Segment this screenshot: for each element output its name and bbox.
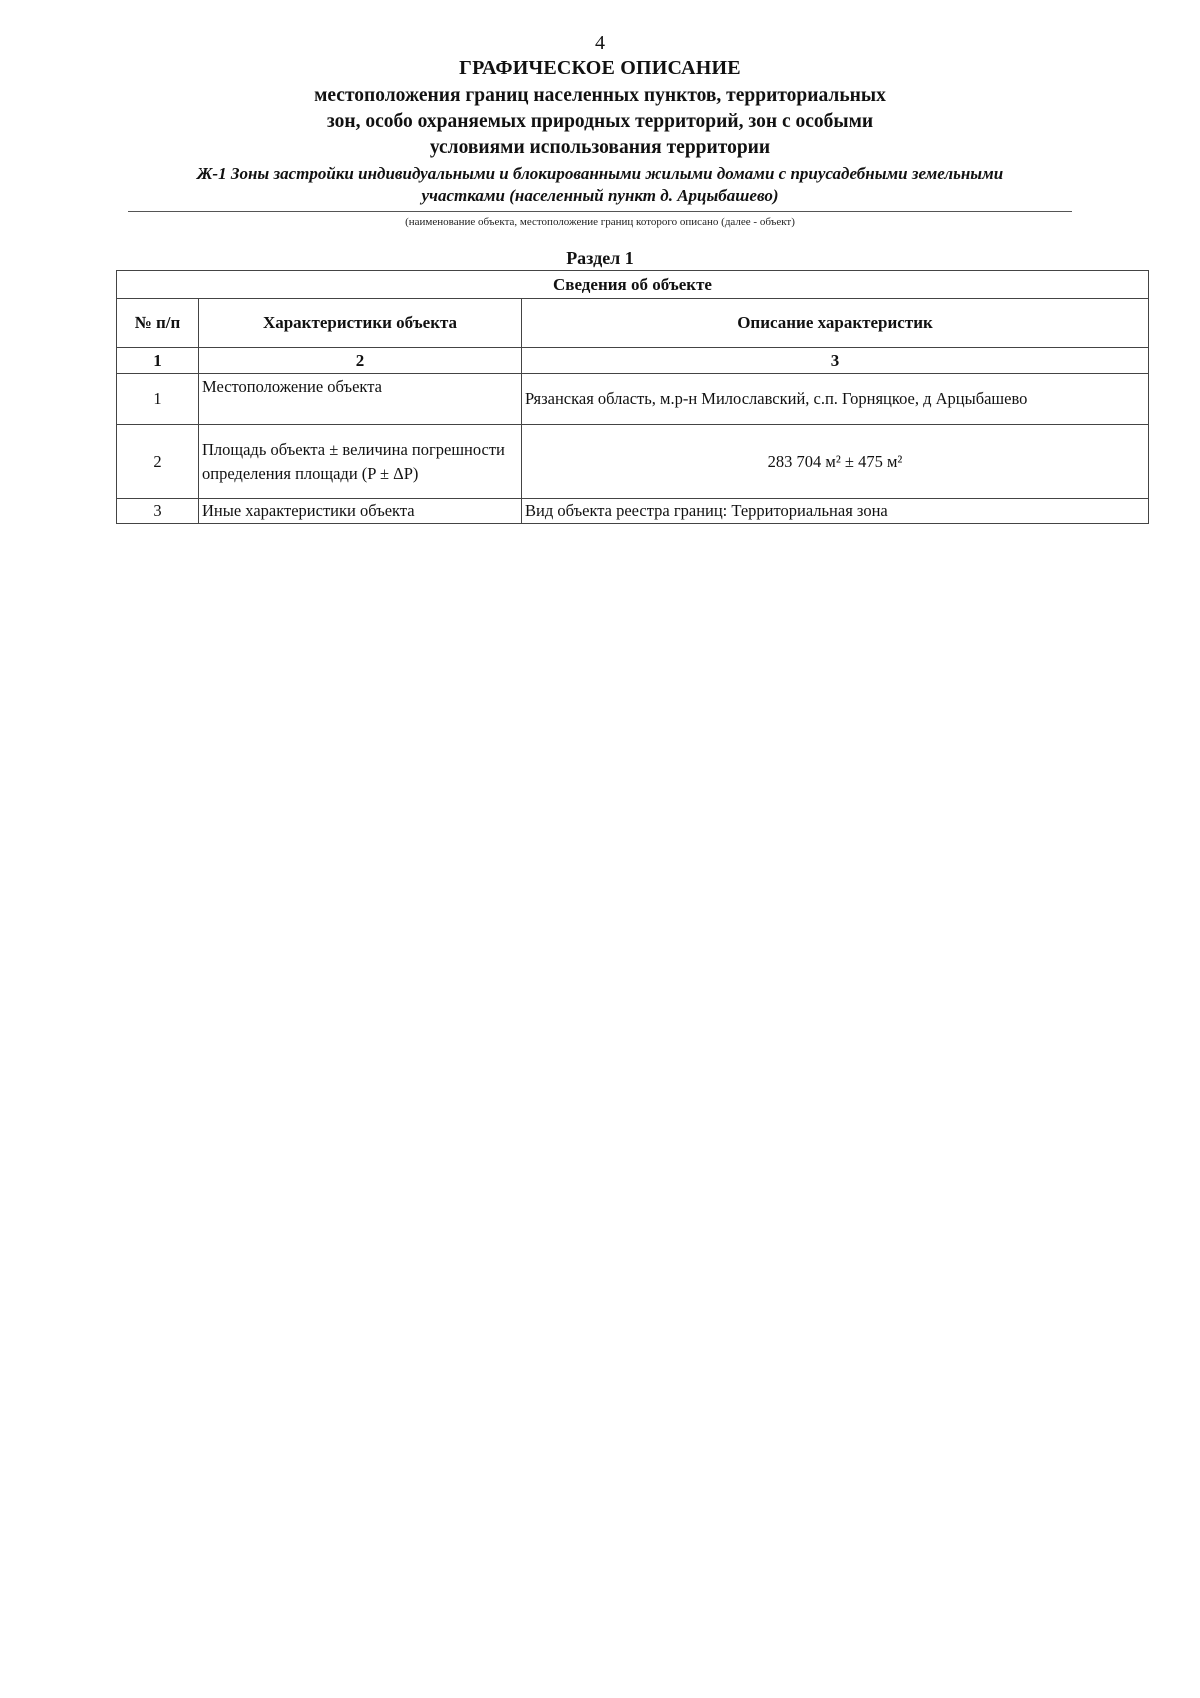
table-header-row: [117, 299, 1149, 348]
row-characteristic: Площадь объекта ± величина погрешности определения площади (P ± ΔP): [199, 425, 522, 499]
column-number: 1: [117, 348, 199, 374]
page-number: 4: [595, 32, 605, 54]
row-number: 1: [117, 374, 199, 425]
table-row: [117, 374, 1149, 425]
subtitle-line: условиями использования территории: [429, 137, 771, 158]
header-description: Описание характеристик: [522, 299, 1149, 348]
column-number: 3: [522, 348, 1149, 374]
document-subtitle: [230, 83, 970, 161]
table-caption-row: [117, 271, 1149, 299]
table-column-numbers-row: [117, 348, 1149, 374]
object-name-line: участками (населенный пункт д. Арцыбашево): [421, 186, 779, 205]
object-info-table: [116, 270, 1149, 524]
section-title: Раздел 1: [566, 248, 634, 268]
object-name-caption: (наименование объекта, местоположение границ которого описано (далее - объект): [405, 216, 795, 228]
header-characteristic: Характеристики объекта: [199, 299, 522, 348]
row-description: 283 704 м² ± 475 м²: [522, 425, 1149, 499]
row-number: 3: [117, 499, 199, 524]
row-description: Вид объекта реестра границ: Территориальная зона: [522, 499, 1149, 524]
table-row: [117, 499, 1149, 524]
subtitle-line: зон, особо охраняемых природных территорий, зон с особыми: [326, 111, 874, 132]
subtitle-line: местоположения границ населенных пунктов, территориальных: [314, 85, 886, 106]
object-name-line: Ж-1 Зоны застройки индивидуальными и блокированными жилыми домами с приусадебными земельными: [196, 164, 1004, 183]
table-caption: Сведения об объекте: [117, 271, 1149, 299]
object-name-underline: [128, 211, 1072, 212]
header-number: № п/п: [117, 299, 199, 348]
row-number: 2: [117, 425, 199, 499]
object-name: [110, 163, 1090, 207]
column-number: 2: [199, 348, 522, 374]
row-characteristic: Иные характеристики объекта: [199, 499, 522, 524]
table-row: [117, 425, 1149, 499]
row-characteristic: Местоположение объекта: [199, 374, 522, 425]
document-title: ГРАФИЧЕСКОЕ ОПИСАНИЕ: [459, 57, 741, 79]
row-description: Рязанская область, м.р-н Милославский, с.п. Горняцкое, д Арцыбашево: [522, 374, 1149, 425]
